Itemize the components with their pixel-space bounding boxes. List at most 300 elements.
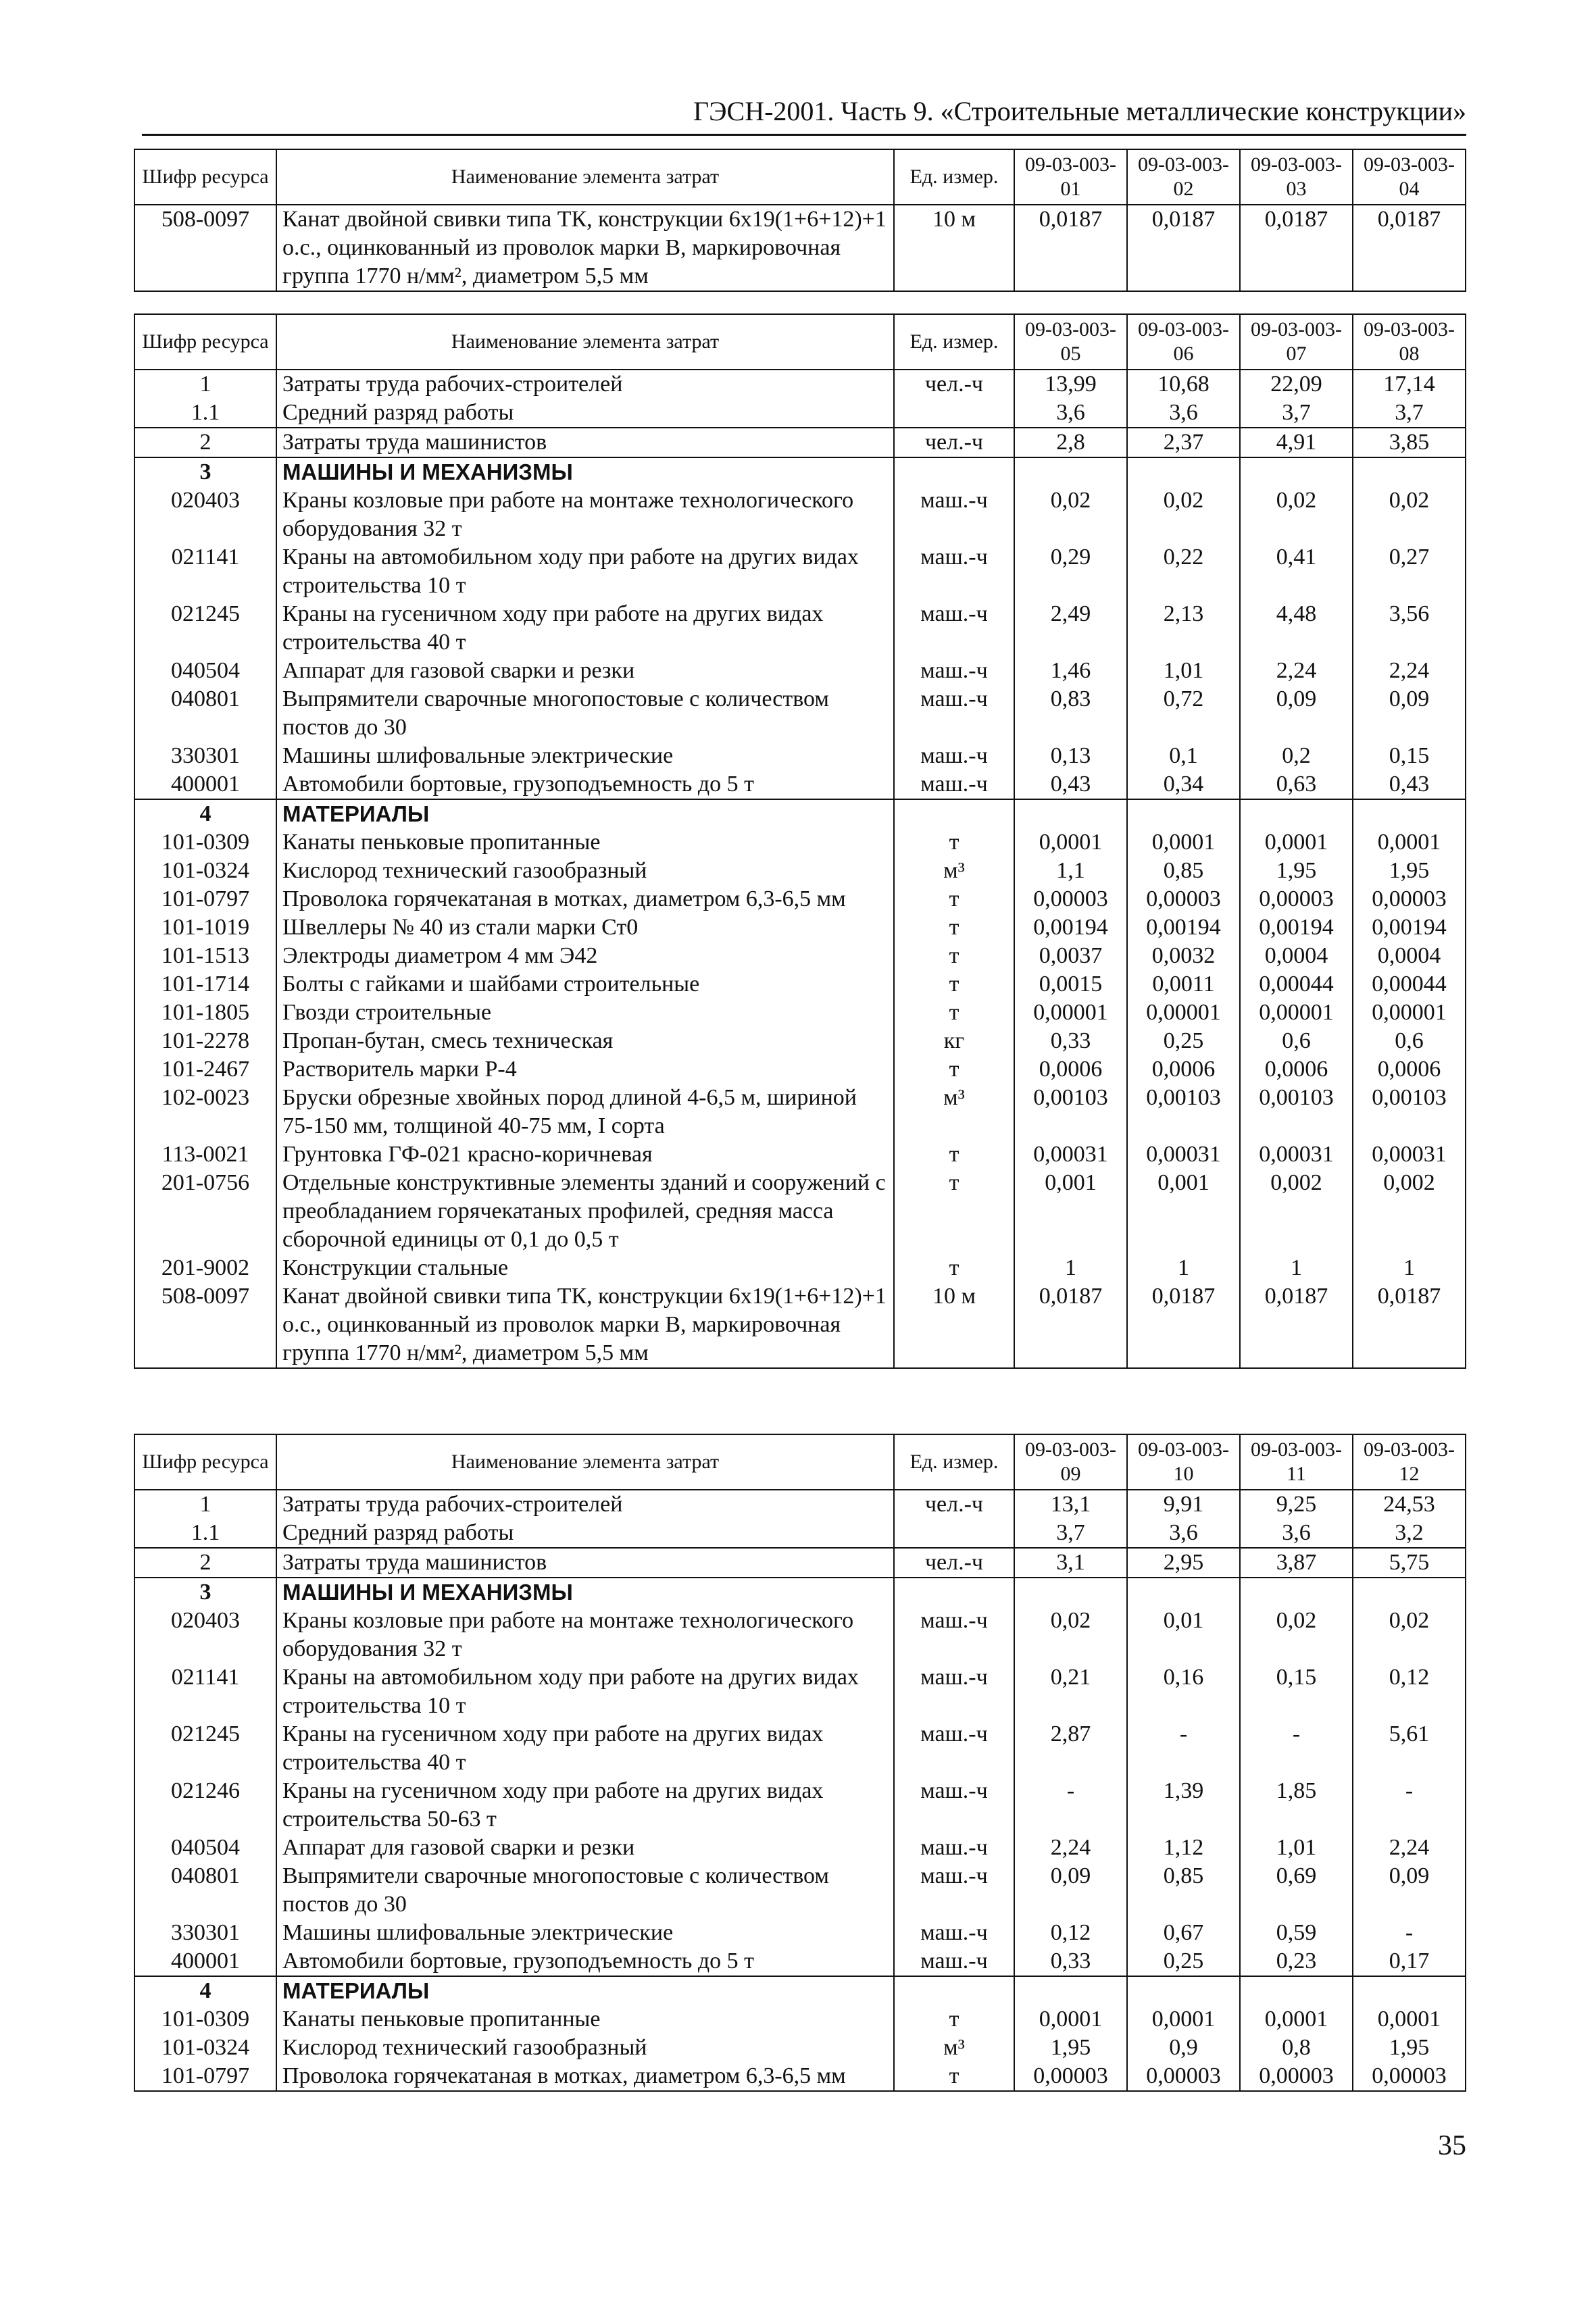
norm-value: 3,7 bbox=[1353, 399, 1466, 428]
resource-code: 101-1805 bbox=[134, 999, 276, 1027]
resource-code: 040801 bbox=[134, 685, 276, 742]
norm-value: 2,13 bbox=[1127, 600, 1240, 657]
unit-of-measure: м³ bbox=[894, 857, 1014, 885]
column-header: Наименование элемента затрат bbox=[276, 314, 894, 370]
norm-value: 0,29 bbox=[1014, 543, 1127, 600]
unit-of-measure: т bbox=[894, 828, 1014, 857]
table-row bbox=[134, 370, 1466, 399]
cost-element-name: Грунтовка ГФ-021 красно-коричневая bbox=[276, 1140, 894, 1169]
norm-value: 0,0001 bbox=[1127, 2005, 1240, 2034]
norm-value: 0,17 bbox=[1353, 1947, 1466, 1976]
norm-value bbox=[1353, 457, 1466, 486]
norm-value: 0,0187 bbox=[1240, 1282, 1353, 1368]
table-row bbox=[134, 1490, 1466, 1519]
norm-value: 1,95 bbox=[1240, 857, 1353, 885]
norm-value: 10,68 bbox=[1127, 370, 1240, 399]
norm-value: 0,0001 bbox=[1353, 2005, 1466, 2034]
norm-value: 2,24 bbox=[1240, 657, 1353, 685]
cost-element-name: Канаты пеньковые пропитанные bbox=[276, 828, 894, 857]
norm-value: 0,09 bbox=[1353, 1862, 1466, 1919]
resource-code: 101-0797 bbox=[134, 2062, 276, 2091]
norm-value: 0,34 bbox=[1127, 770, 1240, 799]
norm-value: 0,85 bbox=[1127, 1862, 1240, 1919]
unit-of-measure: т bbox=[894, 1055, 1014, 1084]
table-row bbox=[134, 543, 1466, 600]
norm-value: 2,24 bbox=[1014, 1834, 1127, 1862]
cost-element-name: Кислород технический газообразный bbox=[276, 2034, 894, 2062]
cost-element-name: МАТЕРИАЛЫ bbox=[276, 799, 894, 828]
section-row bbox=[134, 799, 1466, 828]
unit-of-measure: т bbox=[894, 885, 1014, 913]
unit-of-measure: 10 м bbox=[894, 1282, 1014, 1368]
norm-value: 0,0001 bbox=[1127, 828, 1240, 857]
norm-value: 1 bbox=[1127, 1254, 1240, 1282]
norm-value: 24,53 bbox=[1353, 1490, 1466, 1519]
cost-element-name: Краны на автомобильном ходу при работе на других видах строительства 10 т bbox=[276, 1663, 894, 1720]
norm-value: 0,0187 bbox=[1353, 1282, 1466, 1368]
norm-value: 0,85 bbox=[1127, 857, 1240, 885]
norm-value: 0,09 bbox=[1353, 685, 1466, 742]
resource-code: 113-0021 bbox=[134, 1140, 276, 1169]
resource-code: 101-0309 bbox=[134, 828, 276, 857]
table-row bbox=[134, 1919, 1466, 1947]
resource-code: 101-1513 bbox=[134, 942, 276, 970]
table-header bbox=[134, 1434, 1466, 1490]
norm-value: 0,2 bbox=[1240, 742, 1353, 770]
norm-value: 0,67 bbox=[1127, 1919, 1240, 1947]
column-header: 09-03-003-03 bbox=[1240, 149, 1353, 205]
norm-value: 1,39 bbox=[1127, 1777, 1240, 1834]
table-row bbox=[134, 1777, 1466, 1834]
header-row bbox=[134, 1434, 1466, 1490]
norm-value: 0,01 bbox=[1127, 1607, 1240, 1663]
column-header: 09-03-003-01 bbox=[1014, 149, 1127, 205]
section-row bbox=[134, 1976, 1466, 2005]
norm-value: 0,0006 bbox=[1353, 1055, 1466, 1084]
norm-value: 1 bbox=[1353, 1254, 1466, 1282]
norm-value bbox=[1353, 799, 1466, 828]
norm-value: 0,0187 bbox=[1127, 1282, 1240, 1368]
table-row bbox=[134, 1254, 1466, 1282]
cost-element-name: Канат двойной свивки типа ТК, конструкции 6х19(1+6+12)+1 о.с., оцинкованный из проволок марки В, маркировочная группа 1770 н/мм², диаметром 5,5 мм bbox=[276, 205, 894, 291]
cost-element-name: Автомобили бортовые, грузоподъемность до 5 т bbox=[276, 770, 894, 799]
unit-of-measure: маш.-ч bbox=[894, 1663, 1014, 1720]
unit-of-measure: т bbox=[894, 999, 1014, 1027]
norm-value: 0,02 bbox=[1353, 486, 1466, 543]
table-row bbox=[134, 428, 1466, 457]
unit-of-measure: т bbox=[894, 1254, 1014, 1282]
norm-value: 0,02 bbox=[1127, 486, 1240, 543]
table-row bbox=[134, 885, 1466, 913]
norm-value: 0,25 bbox=[1127, 1027, 1240, 1055]
resource-code: 400001 bbox=[134, 770, 276, 799]
norm-value bbox=[1014, 799, 1127, 828]
norm-value: 2,24 bbox=[1353, 1834, 1466, 1862]
table-row bbox=[134, 1519, 1466, 1548]
norm-value: 0,6 bbox=[1353, 1027, 1466, 1055]
cost-element-name: Проволока горячекатаная в мотках, диаметром 6,3-6,5 мм bbox=[276, 2062, 894, 2091]
norm-value: 0,8 bbox=[1240, 2034, 1353, 2062]
norm-value: 1,46 bbox=[1014, 657, 1127, 685]
cost-element-name: Кислород технический газообразный bbox=[276, 857, 894, 885]
column-header: 09-03-003-10 bbox=[1127, 1434, 1240, 1490]
resource-code: 330301 bbox=[134, 1919, 276, 1947]
resource-code: 101-1714 bbox=[134, 970, 276, 999]
norm-value: 0,00003 bbox=[1353, 2062, 1466, 2091]
table-row bbox=[134, 1862, 1466, 1919]
norm-value: 0,001 bbox=[1127, 1169, 1240, 1254]
norm-value: 1,95 bbox=[1353, 857, 1466, 885]
norm-value: - bbox=[1127, 1720, 1240, 1777]
norm-value: 0,0187 bbox=[1127, 205, 1240, 291]
column-header: Шифр ресурса bbox=[134, 314, 276, 370]
norm-value: 0,33 bbox=[1014, 1027, 1127, 1055]
cost-element-name: Гвозди строительные bbox=[276, 999, 894, 1027]
unit-of-measure: маш.-ч bbox=[894, 657, 1014, 685]
unit-of-measure bbox=[894, 799, 1014, 828]
norm-value: 0,0015 bbox=[1014, 970, 1127, 999]
column-header: 09-03-003-02 bbox=[1127, 149, 1240, 205]
resource-code: 101-2467 bbox=[134, 1055, 276, 1084]
norm-value: 0,0001 bbox=[1353, 828, 1466, 857]
norm-value bbox=[1240, 457, 1353, 486]
unit-of-measure: маш.-ч bbox=[894, 543, 1014, 600]
table-header bbox=[134, 149, 1466, 205]
resource-code: 400001 bbox=[134, 1947, 276, 1976]
norm-value: 1 bbox=[1240, 1254, 1353, 1282]
resource-code: 020403 bbox=[134, 1607, 276, 1663]
norm-value: 0,1 bbox=[1127, 742, 1240, 770]
unit-of-measure: т bbox=[894, 1140, 1014, 1169]
norm-value: - bbox=[1353, 1777, 1466, 1834]
norm-value: 0,12 bbox=[1353, 1663, 1466, 1720]
resource-code: 3 bbox=[134, 457, 276, 486]
norm-value bbox=[1127, 1976, 1240, 2005]
cost-element-name: Краны на гусеничном ходу при работе на других видах строительства 40 т bbox=[276, 600, 894, 657]
norm-value: 0,21 bbox=[1014, 1663, 1127, 1720]
norm-value: 0,02 bbox=[1240, 486, 1353, 543]
norm-value: 0,0001 bbox=[1240, 2005, 1353, 2034]
norm-value: 0,00194 bbox=[1014, 913, 1127, 942]
unit-of-measure: м³ bbox=[894, 2034, 1014, 2062]
unit-of-measure: т bbox=[894, 2062, 1014, 2091]
cost-element-name: Краны на автомобильном ходу при работе на других видах строительства 10 т bbox=[276, 543, 894, 600]
norm-value: 0,00194 bbox=[1240, 913, 1353, 942]
table-row bbox=[134, 205, 1466, 291]
cost-element-name: Пропан-бутан, смесь техническая bbox=[276, 1027, 894, 1055]
table-row bbox=[134, 999, 1466, 1027]
norm-value: 0,00044 bbox=[1240, 970, 1353, 999]
cost-element-name: Затраты труда рабочих-строителей bbox=[276, 370, 894, 399]
table-row bbox=[134, 828, 1466, 857]
table-row bbox=[134, 1027, 1466, 1055]
norm-value: 3,7 bbox=[1014, 1519, 1127, 1548]
norm-value: 0,0011 bbox=[1127, 970, 1240, 999]
header-row bbox=[134, 149, 1466, 205]
norm-value: 0,0037 bbox=[1014, 942, 1127, 970]
table-row bbox=[134, 2034, 1466, 2062]
norm-value: 0,0001 bbox=[1014, 2005, 1127, 2034]
norm-value: 0,0032 bbox=[1127, 942, 1240, 970]
norm-value: 0,02 bbox=[1240, 1607, 1353, 1663]
norm-value: 0,001 bbox=[1014, 1169, 1127, 1254]
unit-of-measure bbox=[894, 1519, 1014, 1548]
norm-value: 0,0006 bbox=[1014, 1055, 1127, 1084]
unit-of-measure: м³ bbox=[894, 1084, 1014, 1140]
norm-value: 0,0187 bbox=[1014, 1282, 1127, 1368]
unit-of-measure bbox=[894, 1976, 1014, 2005]
column-header: 09-03-003-06 bbox=[1127, 314, 1240, 370]
cost-element-name: МАШИНЫ И МЕХАНИЗМЫ bbox=[276, 1578, 894, 1607]
resource-code: 1.1 bbox=[134, 399, 276, 428]
norm-value: 0,09 bbox=[1240, 685, 1353, 742]
unit-of-measure: т bbox=[894, 970, 1014, 999]
norm-value: 0,43 bbox=[1014, 770, 1127, 799]
unit-of-measure: 10 м bbox=[894, 205, 1014, 291]
norm-value: 1,01 bbox=[1240, 1834, 1353, 1862]
unit-of-measure bbox=[894, 1578, 1014, 1607]
unit-of-measure: маш.-ч bbox=[894, 1947, 1014, 1976]
norm-value: 0,23 bbox=[1240, 1947, 1353, 1976]
cost-element-name: Бруски обрезные хвойных пород длиной 4-6,5 м, шириной 75-150 мм, толщиной 40-75 мм, I сорта bbox=[276, 1084, 894, 1140]
unit-of-measure: маш.-ч bbox=[894, 1834, 1014, 1862]
norm-value: - bbox=[1353, 1919, 1466, 1947]
resource-code: 201-0756 bbox=[134, 1169, 276, 1254]
norm-value: 2,95 bbox=[1127, 1548, 1240, 1578]
unit-of-measure: чел.-ч bbox=[894, 1548, 1014, 1578]
norm-value: 0,09 bbox=[1014, 1862, 1127, 1919]
norm-value: 5,61 bbox=[1353, 1720, 1466, 1777]
norm-value: 0,43 bbox=[1353, 770, 1466, 799]
norm-value: 0,6 bbox=[1240, 1027, 1353, 1055]
column-header: 09-03-003-12 bbox=[1353, 1434, 1466, 1490]
norm-value: 0,00103 bbox=[1240, 1084, 1353, 1140]
norm-value: 0,02 bbox=[1353, 1607, 1466, 1663]
table-row bbox=[134, 2005, 1466, 2034]
norm-value bbox=[1353, 1578, 1466, 1607]
norm-value: 0,83 bbox=[1014, 685, 1127, 742]
table-row bbox=[134, 1140, 1466, 1169]
norm-value: 3,6 bbox=[1127, 399, 1240, 428]
table-row bbox=[134, 657, 1466, 685]
norm-value bbox=[1014, 1976, 1127, 2005]
norm-value: 0,0001 bbox=[1240, 828, 1353, 857]
cost-element-name: Машины шлифовальные электрические bbox=[276, 1919, 894, 1947]
norm-value: 0,02 bbox=[1014, 486, 1127, 543]
section-row bbox=[134, 457, 1466, 486]
cost-element-name: Краны козловые при работе на монтаже технологического оборудования 32 т bbox=[276, 1607, 894, 1663]
unit-of-measure: маш.-ч bbox=[894, 1862, 1014, 1919]
norm-value: 3,6 bbox=[1127, 1519, 1240, 1548]
norm-value: 0,02 bbox=[1014, 1607, 1127, 1663]
norm-value: 0,0004 bbox=[1240, 942, 1353, 970]
norm-value: 0,00103 bbox=[1014, 1084, 1127, 1140]
column-header: 09-03-003-09 bbox=[1014, 1434, 1127, 1490]
norm-value: 0,59 bbox=[1240, 1919, 1353, 1947]
norm-value: - bbox=[1014, 1777, 1127, 1834]
norm-value: 17,14 bbox=[1353, 370, 1466, 399]
resource-code: 201-9002 bbox=[134, 1254, 276, 1282]
norm-value: 1,85 bbox=[1240, 1777, 1353, 1834]
norm-value: 0,0006 bbox=[1240, 1055, 1353, 1084]
column-header: Ед. измер. bbox=[894, 314, 1014, 370]
norm-value: 0,63 bbox=[1240, 770, 1353, 799]
resource-code: 4 bbox=[134, 799, 276, 828]
norm-value: 0,00103 bbox=[1127, 1084, 1240, 1140]
resource-code: 102-0023 bbox=[134, 1084, 276, 1140]
section-row bbox=[134, 1578, 1466, 1607]
norm-value: 1,12 bbox=[1127, 1834, 1240, 1862]
resource-code: 2 bbox=[134, 428, 276, 457]
norm-value: 0,00103 bbox=[1353, 1084, 1466, 1140]
unit-of-measure bbox=[894, 457, 1014, 486]
resource-code: 040504 bbox=[134, 657, 276, 685]
norm-value: 0,00001 bbox=[1014, 999, 1127, 1027]
column-header: 09-03-003-07 bbox=[1240, 314, 1353, 370]
cost-element-name: Затраты труда машинистов bbox=[276, 1548, 894, 1578]
unit-of-measure: маш.-ч bbox=[894, 600, 1014, 657]
unit-of-measure: маш.-ч bbox=[894, 1720, 1014, 1777]
norm-value: 0,15 bbox=[1353, 742, 1466, 770]
norm-value: 9,25 bbox=[1240, 1490, 1353, 1519]
norm-value: 0,00001 bbox=[1353, 999, 1466, 1027]
unit-of-measure: т bbox=[894, 913, 1014, 942]
norm-value: 0,00001 bbox=[1127, 999, 1240, 1027]
unit-of-measure: т bbox=[894, 2005, 1014, 2034]
resource-code: 1 bbox=[134, 370, 276, 399]
column-header: Ед. измер. bbox=[894, 149, 1014, 205]
norm-value: 2,8 bbox=[1014, 428, 1127, 457]
resource-code: 021141 bbox=[134, 543, 276, 600]
table-row bbox=[134, 1548, 1466, 1578]
norm-value bbox=[1014, 457, 1127, 486]
resource-code: 040504 bbox=[134, 1834, 276, 1862]
norm-value: 0,00003 bbox=[1240, 2062, 1353, 2091]
page-header bbox=[142, 91, 1466, 136]
cost-element-name: Аппарат для газовой сварки и резки bbox=[276, 657, 894, 685]
column-header: Шифр ресурса bbox=[134, 1434, 276, 1490]
column-header: 09-03-003-05 bbox=[1014, 314, 1127, 370]
cost-element-name: Аппарат для газовой сварки и резки bbox=[276, 1834, 894, 1862]
norm-value: 0,72 bbox=[1127, 685, 1240, 742]
norm-value: 4,48 bbox=[1240, 600, 1353, 657]
cost-element-name: Канаты пеньковые пропитанные bbox=[276, 2005, 894, 2034]
unit-of-measure: маш.-ч bbox=[894, 770, 1014, 799]
norm-value: - bbox=[1240, 1720, 1353, 1777]
unit-of-measure: т bbox=[894, 1169, 1014, 1254]
norm-value: 0,00003 bbox=[1014, 885, 1127, 913]
column-header: 09-03-003-08 bbox=[1353, 314, 1466, 370]
norm-value: 9,91 bbox=[1127, 1490, 1240, 1519]
table-row bbox=[134, 1084, 1466, 1140]
norm-value: 0,00031 bbox=[1353, 1140, 1466, 1169]
column-header: Наименование элемента затрат bbox=[276, 1434, 894, 1490]
norm-value: 0,00003 bbox=[1127, 885, 1240, 913]
norm-value bbox=[1240, 1578, 1353, 1607]
norm-value: 3,56 bbox=[1353, 600, 1466, 657]
resource-code: 021141 bbox=[134, 1663, 276, 1720]
cost-element-name: Выпрямители сварочные многопостовые с количеством постов до 30 bbox=[276, 1862, 894, 1919]
norm-value bbox=[1353, 1976, 1466, 2005]
norm-value: 0,0001 bbox=[1014, 828, 1127, 857]
header-row bbox=[134, 314, 1466, 370]
column-header: Ед. измер. bbox=[894, 1434, 1014, 1490]
cost-element-name: Болты с гайками и шайбами строительные bbox=[276, 970, 894, 999]
norm-value: 0,00194 bbox=[1353, 913, 1466, 942]
norm-value: 2,49 bbox=[1014, 600, 1127, 657]
cost-element-name: Затраты труда машинистов bbox=[276, 428, 894, 457]
page-title: ГЭСН-2001. Часть 9. «Строительные металлические конструкции» bbox=[693, 96, 1466, 126]
norm-value: 0,0006 bbox=[1127, 1055, 1240, 1084]
table-row bbox=[134, 1055, 1466, 1084]
table-row bbox=[134, 742, 1466, 770]
cost-element-name: Затраты труда рабочих-строителей bbox=[276, 1490, 894, 1519]
table-row bbox=[134, 770, 1466, 799]
norm-value: 0,00003 bbox=[1240, 885, 1353, 913]
table-row bbox=[134, 685, 1466, 742]
resource-code: 330301 bbox=[134, 742, 276, 770]
unit-of-measure: маш.-ч bbox=[894, 742, 1014, 770]
norm-value: 1,01 bbox=[1127, 657, 1240, 685]
norm-value: 0,9 bbox=[1127, 2034, 1240, 2062]
table-row bbox=[134, 1834, 1466, 1862]
norm-value: 22,09 bbox=[1240, 370, 1353, 399]
resource-code: 021245 bbox=[134, 1720, 276, 1777]
cost-element-name: Средний разряд работы bbox=[276, 1519, 894, 1548]
norm-value: 13,99 bbox=[1014, 370, 1127, 399]
norm-value: 0,25 bbox=[1127, 1947, 1240, 1976]
norm-table-1 bbox=[134, 149, 1466, 292]
cost-element-name: Краны на гусеничном ходу при работе на других видах строительства 40 т bbox=[276, 1720, 894, 1777]
resource-code: 020403 bbox=[134, 486, 276, 543]
norm-value: 0,00001 bbox=[1240, 999, 1353, 1027]
cost-element-name: Средний разряд работы bbox=[276, 399, 894, 428]
norm-value bbox=[1240, 1976, 1353, 2005]
unit-of-measure: маш.-ч bbox=[894, 1919, 1014, 1947]
cost-element-name: МАТЕРИАЛЫ bbox=[276, 1976, 894, 2005]
resource-code: 1 bbox=[134, 1490, 276, 1519]
table-row bbox=[134, 913, 1466, 942]
cost-element-name: Проволока горячекатаная в мотках, диаметром 6,3-6,5 мм bbox=[276, 885, 894, 913]
norm-value: 1,95 bbox=[1353, 2034, 1466, 2062]
norm-value: 0,0187 bbox=[1353, 205, 1466, 291]
column-header: 09-03-003-04 bbox=[1353, 149, 1466, 205]
norm-value: 2,24 bbox=[1353, 657, 1466, 685]
resource-code: 021246 bbox=[134, 1777, 276, 1834]
norm-value: 0,15 bbox=[1240, 1663, 1353, 1720]
resource-code: 508-0097 bbox=[134, 205, 276, 291]
cost-element-name: Краны на гусеничном ходу при работе на других видах строительства 50-63 т bbox=[276, 1777, 894, 1834]
unit-of-measure: маш.-ч bbox=[894, 1607, 1014, 1663]
norm-value: 0,00003 bbox=[1014, 2062, 1127, 2091]
norm-value: 0,13 bbox=[1014, 742, 1127, 770]
unit-of-measure: т bbox=[894, 942, 1014, 970]
resource-code: 3 bbox=[134, 1578, 276, 1607]
resource-code: 101-0324 bbox=[134, 857, 276, 885]
column-header: Шифр ресурса bbox=[134, 149, 276, 205]
cost-element-name: МАШИНЫ И МЕХАНИЗМЫ bbox=[276, 457, 894, 486]
norm-value: 0,69 bbox=[1240, 1862, 1353, 1919]
norm-value: 0,12 bbox=[1014, 1919, 1127, 1947]
norm-value bbox=[1127, 457, 1240, 486]
cost-element-name: Конструкции стальные bbox=[276, 1254, 894, 1282]
norm-value: 2,37 bbox=[1127, 428, 1240, 457]
norm-value bbox=[1240, 799, 1353, 828]
table-row bbox=[134, 1607, 1466, 1663]
table-row bbox=[134, 486, 1466, 543]
norm-table-3 bbox=[134, 1434, 1466, 2092]
cost-element-name: Выпрямители сварочные многопостовые с количеством постов до 30 bbox=[276, 685, 894, 742]
